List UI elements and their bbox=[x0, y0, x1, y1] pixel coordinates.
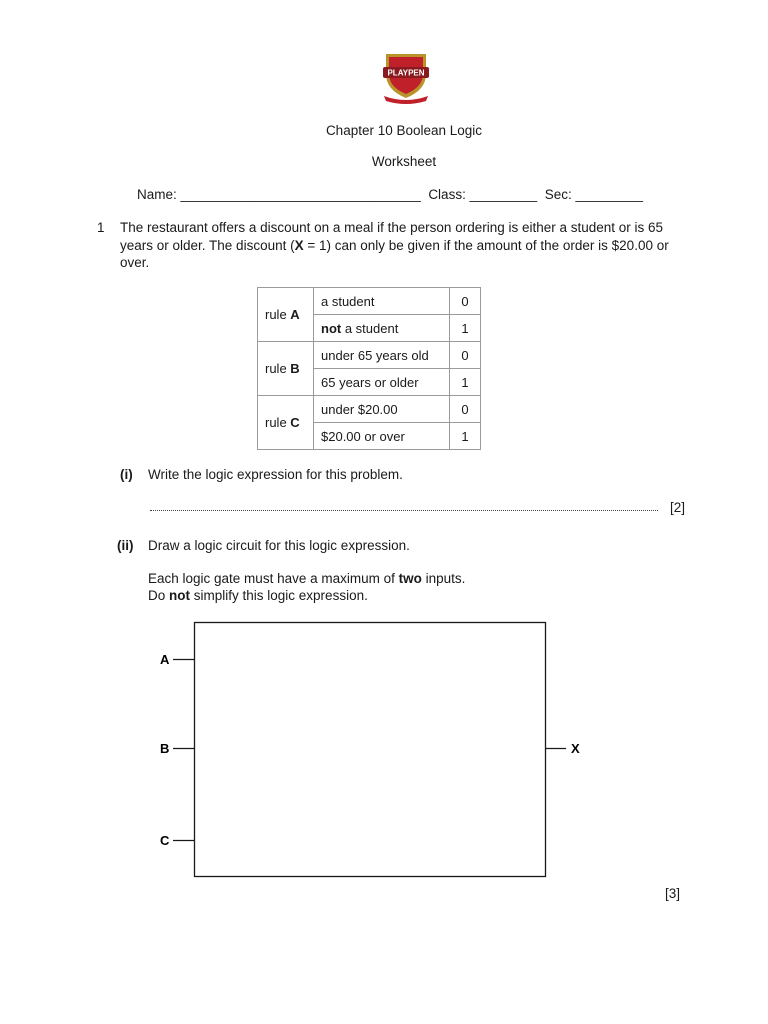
class-field[interactable]: _________ bbox=[469, 187, 538, 202]
desc-cell: not a student bbox=[314, 315, 450, 342]
output-x-label: X bbox=[571, 741, 580, 756]
desc-cell: $20.00 or over bbox=[314, 423, 450, 450]
worksheet-title: Chapter 10 Boolean Logic bbox=[325, 123, 483, 138]
circuit-drawing-box[interactable] bbox=[195, 623, 546, 877]
question-line-2: years or older. The discount (X = 1) can only be given if the amount of the order is $20.00 or bbox=[120, 237, 669, 253]
desc-cell: under $20.00 bbox=[314, 396, 450, 423]
part-ii-marks: [3] bbox=[665, 886, 681, 901]
question-line-3: over. bbox=[120, 255, 150, 270]
part-ii-instruction-2: Do not simplify this logic expression. bbox=[148, 588, 368, 603]
rules-table bbox=[257, 287, 481, 450]
value-cell: 0 bbox=[450, 288, 481, 315]
value-cell: 0 bbox=[450, 396, 481, 423]
part-ii-text: Draw a logic circuit for this logic expression. bbox=[148, 538, 410, 553]
input-b-label: B bbox=[160, 741, 170, 756]
value-cell: 1 bbox=[450, 423, 481, 450]
part-ii-label: (ii) bbox=[117, 538, 134, 553]
question-text bbox=[120, 219, 690, 272]
worksheet-subtitle: Worksheet bbox=[371, 154, 437, 169]
value-cell: 1 bbox=[450, 315, 481, 342]
desc-cell: under 65 years old bbox=[314, 342, 450, 369]
value-cell: 1 bbox=[450, 369, 481, 396]
logo-text: PLAYPEN bbox=[387, 68, 425, 78]
table-row bbox=[258, 288, 481, 315]
question-number: 1 bbox=[97, 220, 105, 235]
input-c-label: C bbox=[160, 833, 170, 848]
class-label: Class: bbox=[428, 187, 466, 202]
question-line-1: The restaurant offers a discount on a meal if the person ordering is either a student or is 65 bbox=[120, 220, 664, 235]
sec-label: Sec: bbox=[544, 187, 572, 202]
name-label: Name: bbox=[137, 187, 177, 202]
sec-field[interactable]: _________ bbox=[575, 187, 644, 202]
student-info-line bbox=[137, 186, 643, 204]
rule-cell: rule B bbox=[258, 342, 314, 396]
rule-cell: rule A bbox=[258, 288, 314, 342]
desc-cell: 65 years or older bbox=[314, 369, 450, 396]
desc-cell: a student bbox=[314, 288, 450, 315]
name-field[interactable]: ________________________________ bbox=[180, 187, 421, 202]
part-ii-instruction-1: Each logic gate must have a maximum of two inputs. bbox=[148, 571, 466, 586]
circuit-diagram bbox=[150, 615, 600, 885]
part-i-marks: [2] bbox=[670, 500, 686, 515]
part-i-label: (i) bbox=[120, 467, 133, 482]
rule-cell: rule C bbox=[258, 396, 314, 450]
table-row bbox=[258, 342, 481, 369]
input-a-label: A bbox=[160, 652, 170, 667]
value-cell: 0 bbox=[450, 342, 481, 369]
school-crest-logo bbox=[380, 48, 432, 104]
answer-line-i[interactable] bbox=[150, 500, 658, 511]
table-row bbox=[258, 396, 481, 423]
part-i-text: Write the logic expression for this problem. bbox=[148, 467, 403, 482]
